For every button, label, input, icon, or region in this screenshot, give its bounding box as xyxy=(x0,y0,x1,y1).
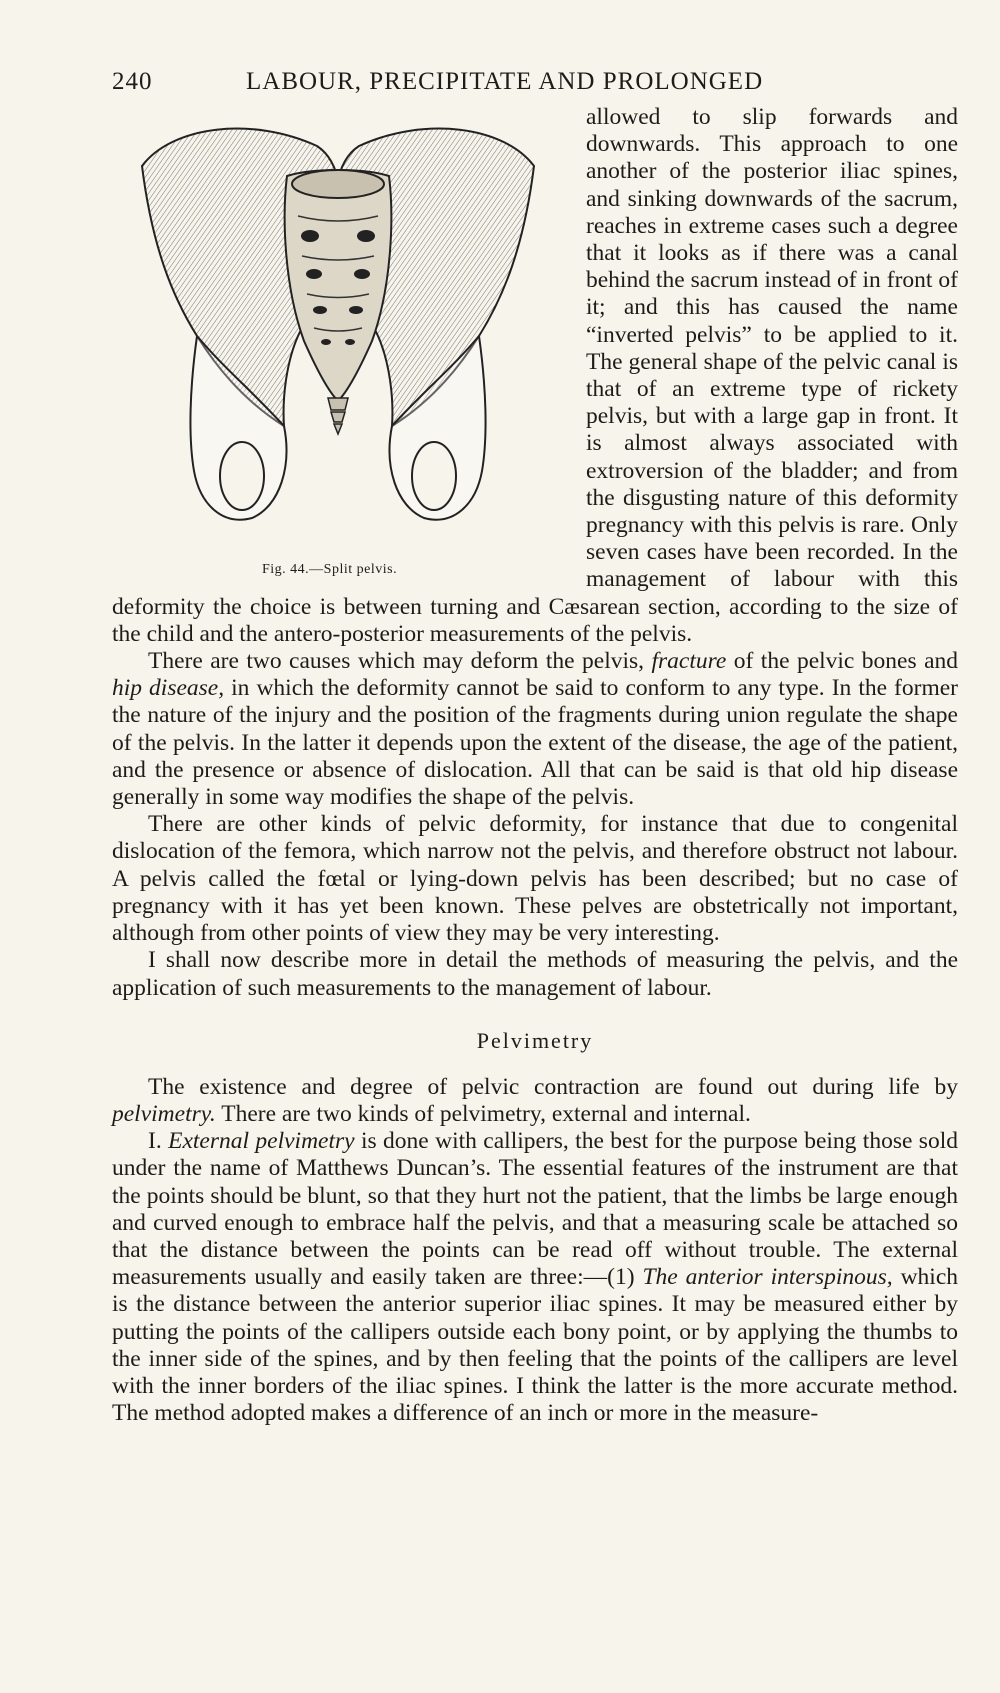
italic-term-external-pelvimetry: External pelvimetry xyxy=(168,1128,355,1155)
page-number: 240 xyxy=(112,68,153,95)
pelvis-illustration-icon xyxy=(102,106,574,566)
text-run: I. xyxy=(148,1128,169,1155)
text-run: The existence and degree of pelvic contraction are found out during life by xyxy=(148,1073,958,1100)
running-head xyxy=(112,60,958,104)
figure-caption: Fig. 44.—Split pelvis. xyxy=(262,562,398,577)
italic-term-anterior-interspinous: The anterior interspinous, xyxy=(642,1264,893,1291)
paragraph-measuring-intro: I shall now describe more in detail the methods of measuring the pelvis, and the application of such measurements to the management of labour. xyxy=(112,947,958,1001)
paragraph-other-deformities: There are other kinds of pelvic deformity, for instance that due to congenital dislocation of the femora, which narrow not the pelvis, and therefore obstruct not labour. A pelvis called the fœtal or lying-down pelvis has been described; but no case of pregnancy with it has yet been known. These pelves are obstetrically not important, although from other points of view they may be very interesting. xyxy=(112,811,958,947)
section-heading-pelvimetry xyxy=(112,1028,958,1054)
chapter-title: LABOUR, PRECIPITATE AND PROLONGED xyxy=(246,68,764,95)
italic-term-pelvimetry: pelvimetry. xyxy=(112,1100,216,1127)
paragraph-fracture-hip-disease xyxy=(112,648,958,811)
book-page xyxy=(112,60,958,1427)
paragraph-external-pelvimetry xyxy=(112,1128,958,1427)
text-run: is done with callipers, the best for the purpose being those sold under the name of Matthews Duncan’s. The essential features of the instrument are that the points should be blunt, so that they hurt not the patient, that the limbs be large enough and curved enough to embrace half the pelvis, and that a measuring scale be attached so that the distance between the points can be read off without trouble. The external measurements usually and easily taken are three:—(1) xyxy=(112,1128,958,1291)
text-run: There are two causes which may deform the pelvis, xyxy=(148,648,652,675)
italic-term-hip-disease: hip disease, xyxy=(112,675,225,702)
text-run: which is the distance between the anterior superior iliac spines. It may be measured either by putting the points of the callipers outside each bony point, or by applying the thumbs to the inner side of the spines, and by then feeling that the points of the callipers are level with the inner borders of the iliac spines. I think the latter is the more accurate method. The method adopted makes a difference of an inch or more in the measure- xyxy=(112,1264,959,1427)
figure-split-pelvis xyxy=(102,106,574,586)
text-run: of the pelvic bones and xyxy=(726,648,959,675)
paragraph-inverted-pelvis: allowed to slip forwards and downwards. This approach to one another of the posterior iliac spines, and sinking downwards of the sacrum, reaches in extreme cases such a degree that it looks as if there was a canal behind the sacrum instead of in front of it; and this has caused the name “inverted pelvis” to be applied to it. The general shape of the pelvic canal is that of an extreme type of rickety pelvis, but with a large gap in front. It is almost always associated with extroversion of the bladder; and from the disgusting nature of this deformity pregnancy with this pelvis is rare. Only seven cases have been recorded. In the management of labour with this deformity the choice is between turning and Cæsarean section, according to the size of the child and the antero-posterior measurements of the pelvis. xyxy=(112,104,958,647)
text-run: in which the deformity cannot be said to conform to any type. In the former the nature of the injury and the position of the fragments during union regulate the shape of the pelvis. In the latter it depends upon the extent of the disease, the age of the patient, and the presence or absence of dislocation. All that can be said is that old hip disease generally in some way modifies the shape of the pelvis. xyxy=(112,675,958,811)
paragraph-pelvimetry-kinds xyxy=(112,1074,958,1128)
italic-term-fracture: fracture xyxy=(651,648,727,675)
heading-text: Pelvimetry xyxy=(476,1027,594,1053)
text-run: There are two kinds of pelvimetry, external and internal. xyxy=(215,1100,751,1127)
